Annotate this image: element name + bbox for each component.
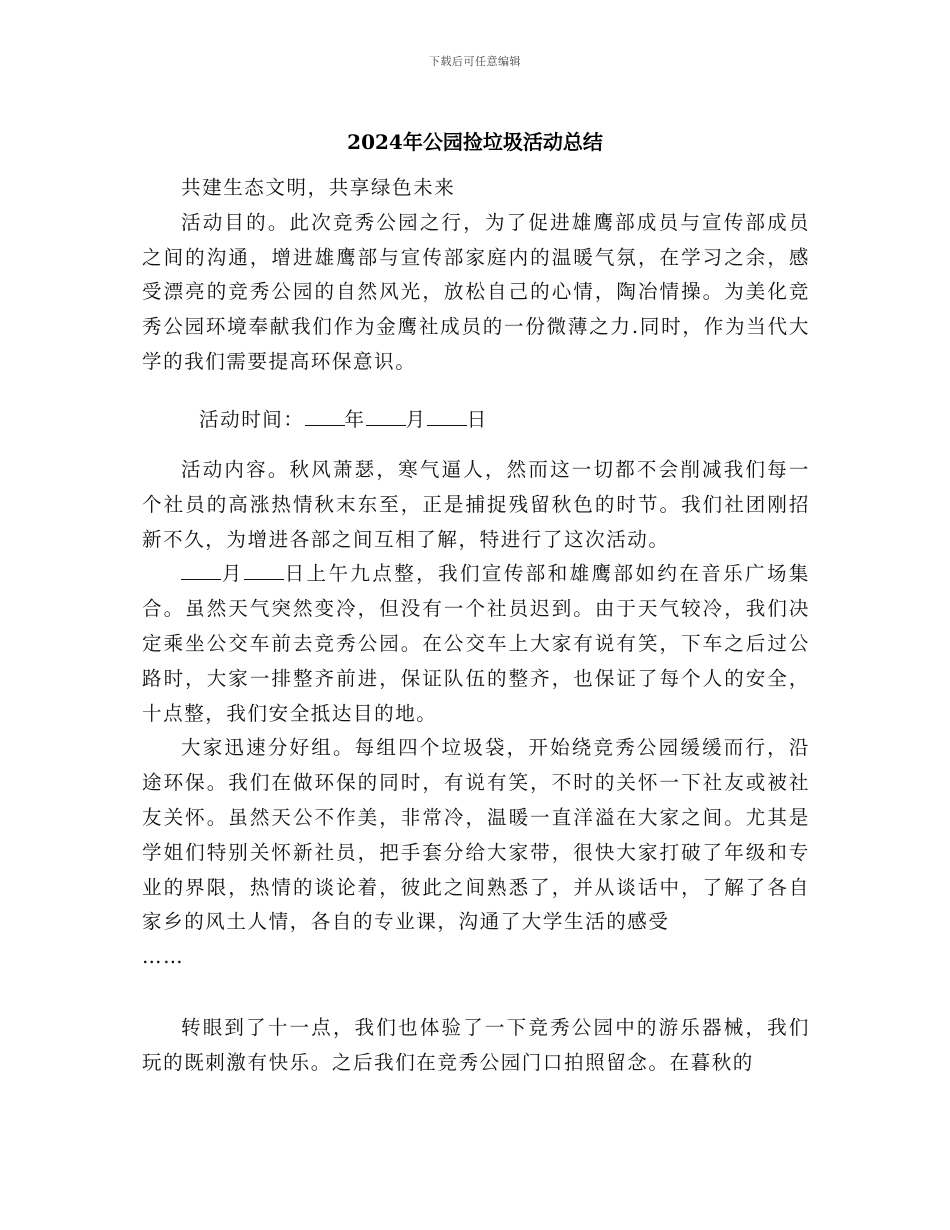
eleven-oclock-paragraph: 转眼到了十一点，我们也体验了一下竞秀公园中的游乐器械，我们玩的既刺激有快乐。之后我们在竞秀公园门口拍照留念。在暮秋的: [142, 1016, 810, 1074]
activity-time-line: [142, 403, 810, 438]
gathering-day-blank: [244, 563, 284, 580]
ellipsis-line: ……: [142, 945, 185, 969]
content-section: [142, 453, 810, 975]
gathering-paragraph: [142, 557, 810, 731]
page-header-note: 下载后可任意编辑: [429, 55, 521, 68]
day-unit: 日: [466, 408, 488, 431]
year-blank: [305, 409, 345, 426]
month-unit: 月: [405, 408, 427, 431]
year-unit: 年: [344, 408, 366, 431]
gathering-text: 日上午九点整，我们宣传部和雄鹰部如约在音乐广场集合。虽然天气突然变冷，但没有一个社员迟到。由于天气较冷，我们决定乘坐公交车前去竞秀公园。在公交车上大家有说有笑，下车之后过公路时，大家一排整齐前进，保证队伍的整齐，也保证了每个人的安全，十点整，我们安全抵达目的地。: [142, 562, 810, 725]
page-title: 2024年公园捡垃圾活动总结: [347, 130, 603, 154]
time-label: 活动时间：: [199, 408, 305, 431]
gathering-month-unit: 月: [221, 562, 244, 586]
month-blank: [366, 409, 406, 426]
slogan-paragraph: 共建生态文明，共享绿色未来: [181, 176, 456, 199]
groups-paragraph: 大家迅速分好组。每组四个垃圾袋，开始绕竞秀公园缓缓而行，沿途环保。我们在做环保的同时，有说有笑，不时的关怀一下社友或被社友关怀。虽然天公不作美，非常冷，温暖一直洋溢在大家之间。尤其是学姐们特别关怀新社员，把手套分给大家带，很快大家打破了年级和专业的界限，热情的谈论着，彼此之间熟悉了，并从谈话中，了解了各自家乡的风土人情，各自的专业课，沟通了大学生活的感受: [142, 736, 810, 934]
time-section: [142, 403, 810, 438]
intro-section: [142, 171, 810, 380]
closing-section: [142, 1011, 810, 1081]
content-intro-paragraph: 活动内容。秋风萧瑟，寒气逼人，然而这一切都不会削减我们每一个社员的高涨热情秋末东至，正是捕捉残留秋色的时节。我们社团刚招新不久，为增进各部之间互相了解，特进行了这次活动。: [142, 458, 810, 551]
gathering-month-blank: [181, 563, 221, 580]
day-blank: [427, 409, 467, 426]
purpose-paragraph: 活动目的。此次竞秀公园之行，为了促进雄鹰部成员与宣传部成员之间的沟通，增进雄鹰部与宣传部家庭内的温暖气氛，在学习之余，感受漂亮的竞秀公园的自然风光，放松自己的心情，陶冶情操。为美化竞秀公园环境奉献我们作为金鹰社成员的一份微薄之力.同时，作为当代大学的我们需要提高环保意识。: [142, 210, 810, 373]
